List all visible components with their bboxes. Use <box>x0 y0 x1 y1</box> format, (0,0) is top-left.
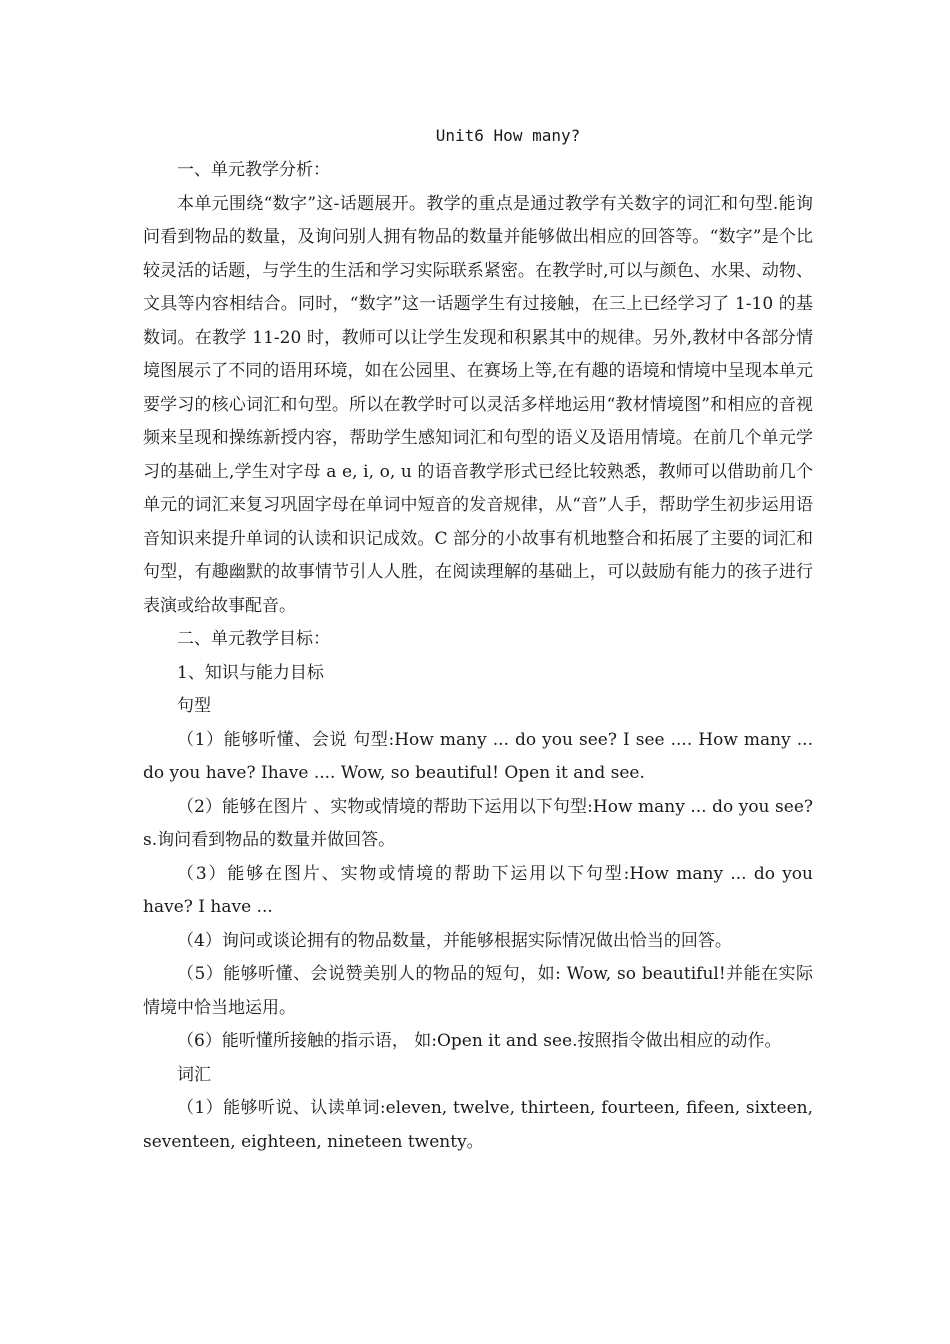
document-title: Unit6 How many? <box>435 126 581 145</box>
vocabulary-heading: 词汇 <box>177 1064 211 1085</box>
sentence-item-1: （1）能够听懂、会说 句型:How many ... do you see? I see .... How many ... do you have? Ihave .... Wow, so beautiful! Open it and see. <box>143 729 813 783</box>
document-page <box>143 118 813 1159</box>
sentence-pattern-heading: 句型 <box>177 696 211 716</box>
section1-heading: 一、单元教学分析： <box>177 160 330 180</box>
section2-heading: 二、单元教学目标： <box>177 629 330 649</box>
section1-body: 本单元围绕“数字”这-话题展开。教学的重点是通过教学有关数字的词汇和句型.能询问看到物品的数量，及询问别人拥有物品的数量并能够做出相应的回答等。“数字”是个比较灵活的话题，与学生的生活和学习实际联系紧密。在教学时,可以与颜色、水果、动物、文具等内容相结合。同时，“数字”这一话题学生有过接触，在三上已经学习了 1-10 的基数词。在教学 11-20 时，教师可以让学生发现和积累其中的规律。另外,教材中各部分情境图展示了不同的语用环境，如在公园里、在赛场上等,在有趣的语境和情境中呈现本单元要学习的核心词汇和句型。所以在教学时可以灵活多样地运用“教材情境图”和相应的音视频来呈现和操练新授内容，帮助学生感知词汇和句型的语义及语用情境。在前几个单元学习的基础上,学生对字母 a e, i, o, u 的语音教学形式已经比较熟悉，教师可以借助前几个单元的词汇来复习巩固字母在单词中短音的发音规律，从“音”人手，帮助学生初步运用语音知识来提升单词的认读和识记成效。C 部分的小故事有机地整合和拓展了主要的词汇和句型，有趣幽默的故事情节引人人胜，在阅读理解的基础上，可以鼓励有能力的孩子进行表演或给故事配音。 <box>143 193 813 616</box>
sentence-item-6: （6）能听懂所接触的指示语， 如:Open it and see.按照指令做出相应的动作。 <box>177 1031 782 1051</box>
sentence-item-5: （5）能够听懂、会说赞美别人的物品的短句，如: Wow, so beautiful!并能在实际情境中恰当地运用。 <box>143 964 813 1018</box>
sentence-item-4: （4）询问或谈论拥有的物品数量，并能够根据实际情况做出恰当的回答。 <box>177 930 732 951</box>
vocabulary-item-1: （1）能够听说、认读单词:eleven, twelve, thirteen, fourteen, fifeen, sixteen, seventeen, eighteen, nineteen twenty。 <box>143 1098 813 1152</box>
sentence-item-3: （3）能够在图片、实物或情境的帮助下运用以下句型:How many ... do you have? I have ... <box>143 863 813 917</box>
subsection-knowledge-ability: 1、知识与能力目标 <box>177 662 324 683</box>
sentence-item-2: （2）能够在图片 、实物或情境的帮助下运用以下句型:How many ... do you see? s.询问看到物品的数量并做回答。 <box>143 796 813 850</box>
